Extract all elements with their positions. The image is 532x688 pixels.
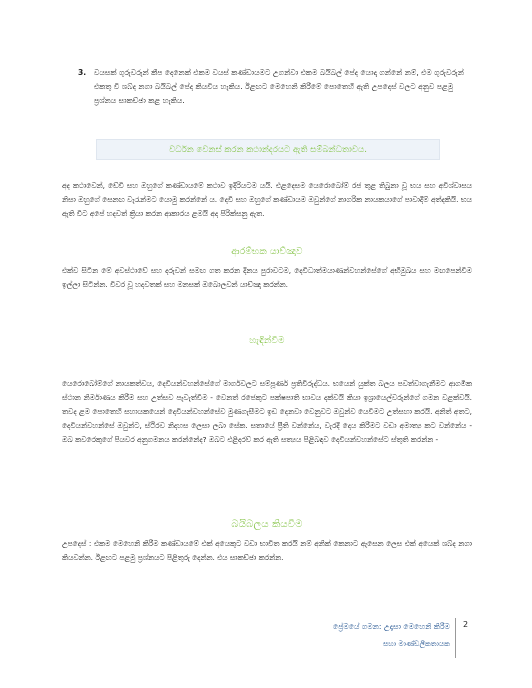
numbered-list-item xyxy=(78,66,468,108)
footer-divider xyxy=(455,618,456,658)
section-heading: ආරම්භක යාච්ඤාව xyxy=(231,247,303,257)
list-item-text: වයසක් ගුරුවරුන් කීප දෙනෙක් එකම වයස් කණ්ඩායමට උගන්වා එකම බයිබල් පේද යොදා ගන්නේ නම්, එම ගුරුවරුන් එකතු වී ශබ්ද නගා බයිබල් පේද කියවිය හැකිය. ඊළඟට මෙහෙනි කිරීමේ පොතෙහි ඇති උපදෙස් වලට අනුව පළමු ප්‍රශ්නය සාකච්ඡා කළ හැකිය. xyxy=(94,68,464,105)
section-paragraph: යෙරොබෝම්ගේ නායකත්වය, දෙවියන්වහන්සේගේ මාර්ගවලට සම්පූර්ණ ප්‍රතිවිරුද්ධය. භයෙන් යුක්ත බලය පවත්වාගැනීමට ආගමික ස්ථාන නිර්මාණය කිරීම සහ උත්සව පැවැත්වීම - වෙනත් රජෙකුට පක්ෂපාති භාවය දක්වයි කියා ඉශ්‍රායෙල්වරුන්ගේ ගමන වළක්වයි. තවද ළම පොතෙහි සහායකයෙන් දෙවියන්වහන්සේව මුණගැසීමට ඉඩ දෙනවා වෙනුවට ඔවුන්ව යෙවීමට උත්සහා කරයි. අනිත් අතට, දෙවියන්වහන්සේ ඔවුන්ට, ස්ථිරව නිදහස ලෙසා ලබා සේක. සතායේ ප්‍රීති වන්නේය, වැරදි දෙය කිරීමට වඩා අමාත්‍ය කට වන්නේය - ඔබ කවරෙකුගේ පියවර අනුගමනය කරන්නේද? ඔබට එළිදරව් කර ඇති සත්‍යය පිළිබඳව දෙවියන්වහන්සේට ස්තුති කරන්න - xyxy=(62,379,472,444)
section-paragraph: එක්ව සිටින මේ අවස්ථාවේ සහ දරුවන් සමඟ ගත කරන දිනය පුරාවටම, දෙවිධාත්මයාණන්වහන්සේගේ අභිමුඛය සහ මඟපෙන්වීම ඉල්ලා සිටින්න. විවර වූ හදවතක් සහ මනසක් ඔබොලවන් යාච්ඤා කරන්න. xyxy=(62,266,472,289)
page-number: 2 xyxy=(463,620,469,629)
footer-title: ප්‍රේමයේ ගමන: උදෑසා මෙහෙනි කිරීම xyxy=(333,622,450,631)
section-heading: හැඳින්වීම xyxy=(249,336,285,346)
section-paragraph: උපදෙස් : එකම මෙහෙනි කිරීම කණ්ඩායමේ එක් අයෙකුට වඩා භාවිත කරයි නම් අනික් කෙනාට ඇසෙන ලෙස එක් අයෙක් ශබ්ද නගා කියවන්න. ඊළඟට පළමු ප්‍රශ්නයට පිළිතුරු දෙන්න. එය සාකච්ඡා කරන්න. xyxy=(62,539,472,562)
list-item-number: 3. xyxy=(78,68,87,77)
section-paragraph: අද කථාවෙන්, ඩේවි සහ ඔහුගේ කණ්ඩායමේ කථාව ඉදිරියටම යයි. එළදෙසම යෙරොබෝම් රජ තුළ තිබුනා වූ භය සහ අවිශ්වාසය නිසා ඔහුගේ සෙනඟ වැරැන්මට යොමු කරන්නේ ය. දෙවි සහ ඔහුගේ කණ්ඩායම ඔවුන්ගේ නාගරික නායකයාගේ පාවාදීම් අත්දකියි. භය ඇති විට අපේ හදවත් ක්‍රියා කරන ආකාරය ළමයි අද පිරික්සනු ඇත. xyxy=(62,181,472,218)
footer-subtitle: සහා මාණ්ඩලීකතායක xyxy=(383,639,450,648)
section-heading: බයිබලය කියවීම xyxy=(231,519,303,530)
section-heading-boxed: වර්ධන වෙනස් කරන කථාන්දරයට ඇති සම්බන්ධතාවය. xyxy=(96,139,440,160)
